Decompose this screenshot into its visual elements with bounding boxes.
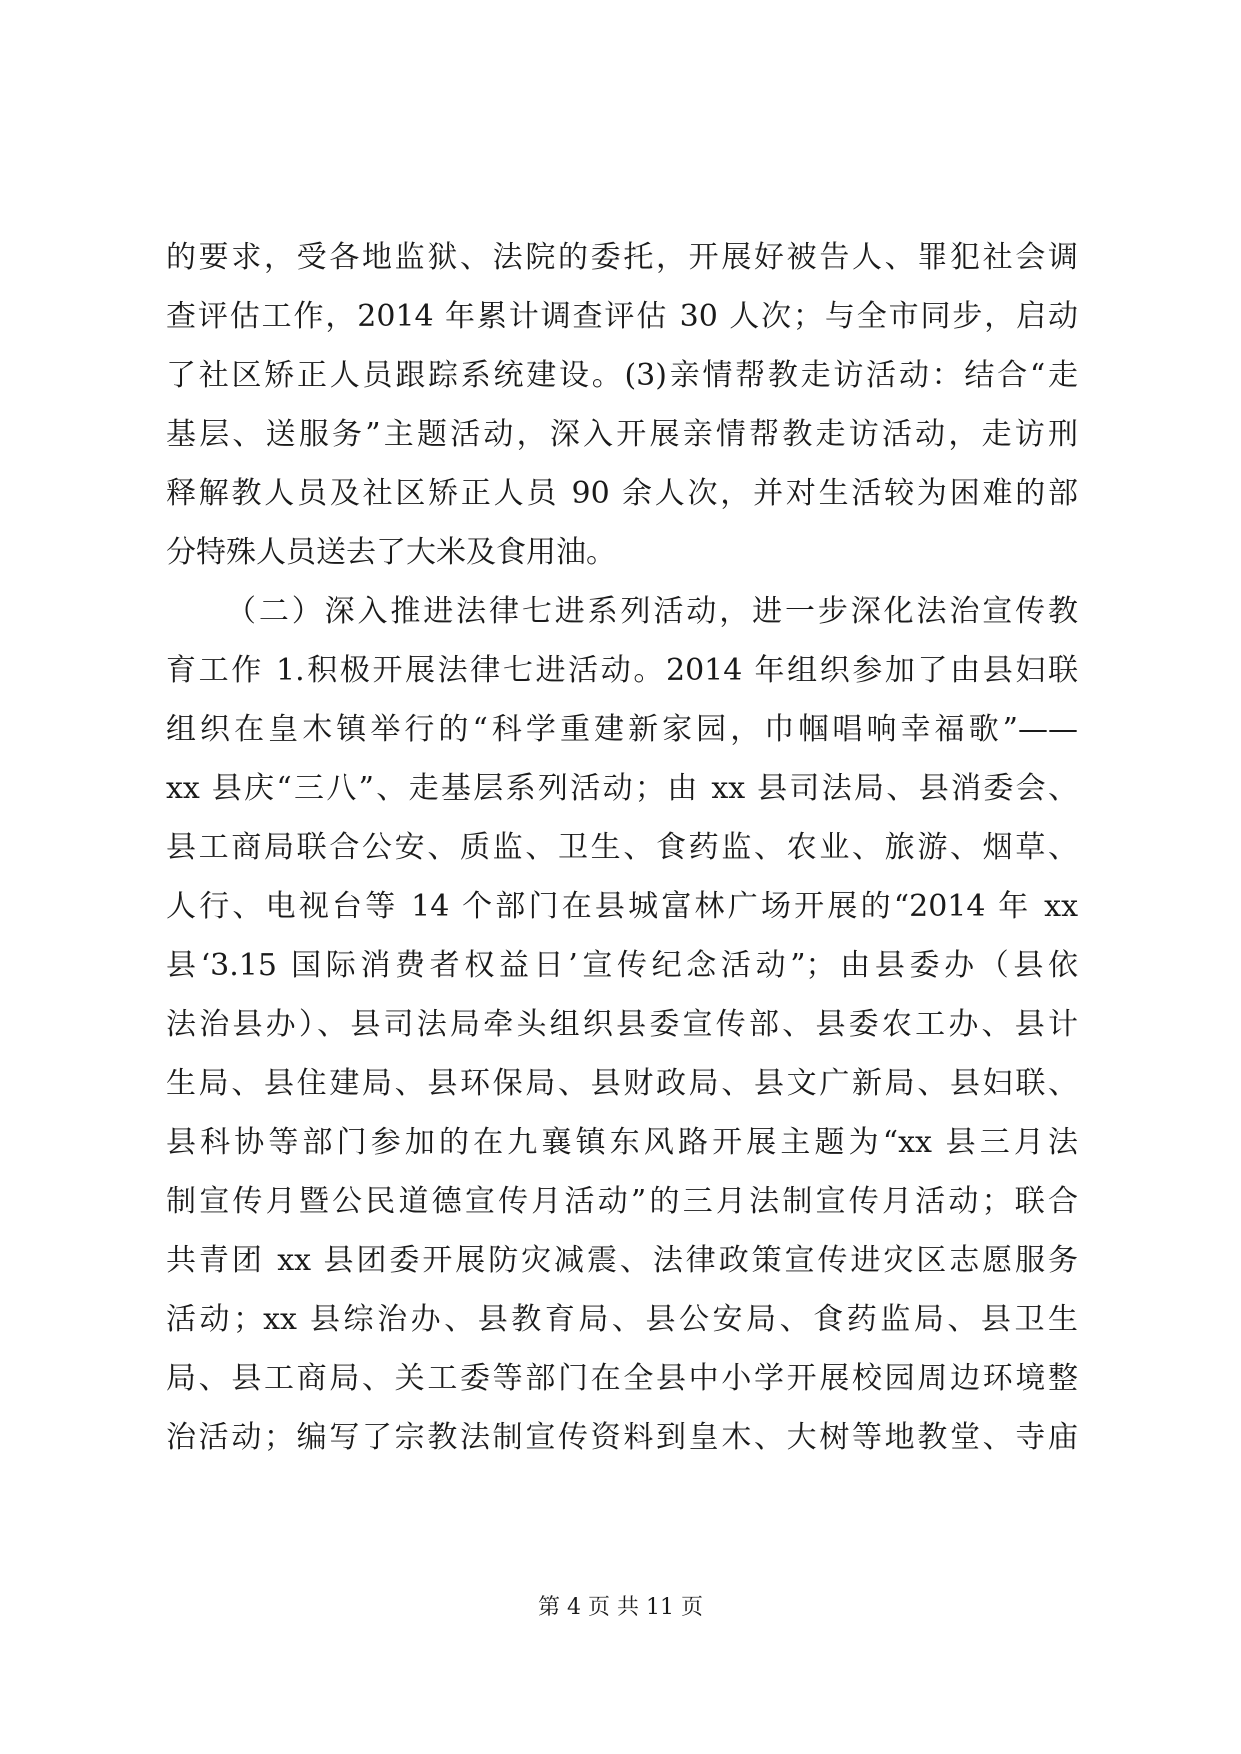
text-line: 释解教人员及社区矫正人员 90 余人次，并对生活较为困难的部: [166, 476, 1078, 511]
text-line: 县科协等部门参加的在九襄镇东风路开展主题为“xx 县三月法: [166, 1125, 1078, 1160]
text-line: 的要求，受各地监狱、法院的委托，开展好被告人、罪犯社会调: [166, 240, 1078, 275]
text-line: 县‘3.15 国际消费者权益日’宣传纪念活动”；由县委办（县依: [166, 948, 1078, 983]
text-line: 制宣传月暨公民道德宣传月活动”的三月法制宣传月活动；联合: [166, 1184, 1078, 1219]
paragraph-2: [166, 582, 1078, 1467]
text-line: 育工作 1.积极开展法律七进活动。2014 年组织参加了由县妇联: [166, 653, 1078, 688]
text-line: 了社区矫正人员跟踪系统建设。(3)亲情帮教走访活动：结合“走: [166, 358, 1078, 393]
text-line: 局、县工商局、关工委等部门在全县中小学开展校园周边环境整: [166, 1361, 1078, 1396]
text-line: （二）深入推进法律七进系列活动，进一步深化法治宣传教: [226, 594, 1078, 629]
body-text: [166, 228, 1078, 1467]
text-line: 法治县办）、县司法局牵头组织县委宣传部、县委农工办、县计: [166, 1007, 1078, 1042]
text-line: 人行、电视台等 14 个部门在县城富林广场开展的“2014 年 xx: [166, 889, 1078, 924]
text-line: 组织在皇木镇举行的“科学重建新家园，巾帼唱响幸福歌”——: [166, 712, 1078, 747]
text-line: 县工商局联合公安、质监、卫生、食药监、农业、旅游、烟草、: [166, 830, 1078, 865]
text-line: 活动；xx 县综治办、县教育局、县公安局、食药监局、县卫生: [166, 1302, 1078, 1337]
paragraph-1: [166, 228, 1078, 582]
text-line: 共青团 xx 县团委开展防灾减震、法律政策宣传进灾区志愿服务: [166, 1243, 1078, 1278]
text-line: 查评估工作，2014 年累计调查评估 30 人次；与全市同步，启动: [166, 299, 1078, 334]
text-line: 生局、县住建局、县环保局、县财政局、县文广新局、县妇联、: [166, 1066, 1078, 1101]
text-line: 分特殊人员送去了大米及食用油。: [166, 535, 616, 570]
page-number-footer: 第 4 页 共 11 页: [538, 1595, 703, 1620]
text-line: 基层、送服务”主题活动，深入开展亲情帮教走访活动，走访刑: [166, 417, 1078, 452]
text-line: xx 县庆“三八”、走基层系列活动；由 xx 县司法局、县消委会、: [166, 771, 1078, 806]
text-line: 治活动；编写了宗教法制宣传资料到皇木、大树等地教堂、寺庙: [166, 1420, 1078, 1455]
